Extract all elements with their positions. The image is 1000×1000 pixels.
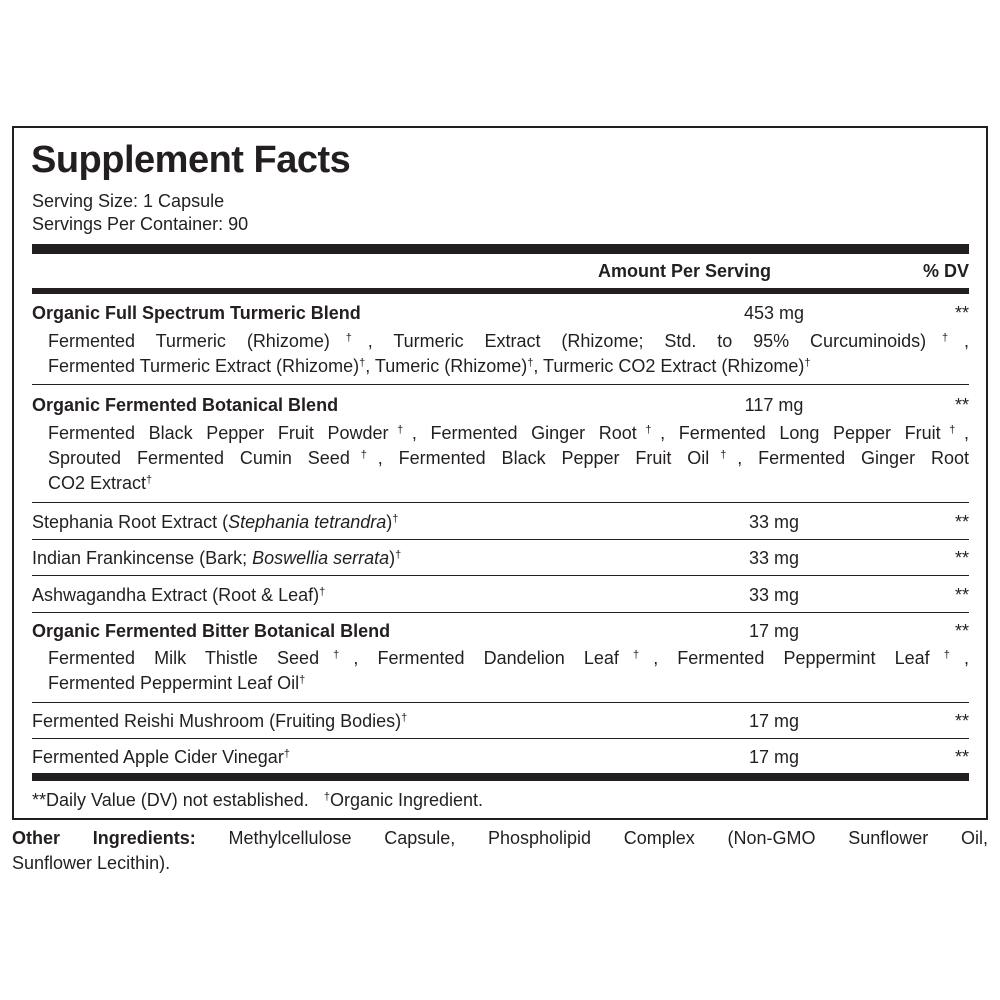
blend-line: Fermented Black Pepper Fruit Powder†, Fermented Ginger Root†, Fermented Long Pepper Fruit†,: [48, 423, 969, 443]
row-divider: [32, 539, 969, 540]
header-amount-per-serving: Amount Per Serving: [598, 261, 772, 281]
ingredient-name: Indian Frankincense (Bark; Boswellia serrata)†: [32, 548, 402, 568]
ingredient-amount: 117 mg: [744, 395, 804, 415]
blend-line: Fermented Peppermint Leaf Oil†: [48, 673, 306, 693]
thick-divider-top: [32, 244, 969, 254]
ingredient-name: Organic Fermented Bitter Botanical Blend: [32, 621, 391, 641]
ingredient-amount: 17 mg: [748, 711, 800, 731]
header-dv: % DV: [922, 261, 969, 281]
thick-divider-header: [32, 288, 969, 294]
organic-footnote: Organic Ingredient.: [329, 790, 484, 810]
other-ingredients-line: Sunflower Lecithin).: [12, 853, 171, 873]
row-divider: [32, 702, 969, 703]
serving-size: Serving Size: 1 Capsule: [32, 191, 225, 211]
ingredient-dv: **: [954, 303, 969, 323]
blend-line: Sprouted Fermented Cumin Seed†, Fermented Black Pepper Fruit Oil†, Fermented Ginger Root: [48, 448, 969, 468]
ingredient-name: Organic Fermented Botanical Blend: [32, 395, 339, 415]
panel-title: Supplement Facts: [31, 139, 351, 181]
ingredient-amount: 33 mg: [748, 585, 800, 605]
ingredient-dv: **: [954, 747, 969, 767]
ingredient-amount: 453 mg: [743, 303, 805, 323]
ingredient-dv: **: [954, 585, 969, 605]
ingredient-name: Organic Full Spectrum Turmeric Blend: [32, 303, 361, 323]
blend-components: [48, 646, 969, 696]
supplement-facts-panel: [12, 126, 988, 820]
other-ingredients-line: Other Ingredients: Methylcellulose Capsule, Phospholipid Complex (Non-GMO Sunflower Oil,: [12, 828, 988, 848]
row-divider: [32, 384, 969, 385]
ingredient-dv: **: [954, 395, 969, 415]
ingredient-dv: **: [954, 711, 969, 731]
ingredient-amount: 17 mg: [748, 621, 800, 641]
ingredient-amount: 33 mg: [748, 548, 800, 568]
blend-line: Fermented Turmeric Extract (Rhizome)†, Tumeric (Rhizome)†, Turmeric CO2 Extract (Rhizome)†: [48, 356, 811, 376]
ingredient-name: Fermented Apple Cider Vinegar†: [32, 747, 290, 767]
row-divider: [32, 738, 969, 739]
ingredient-amount: 33 mg: [748, 512, 800, 532]
row-divider: [32, 502, 969, 503]
ingredient-dv: **: [954, 621, 969, 641]
ingredient-amount: 17 mg: [748, 747, 800, 767]
blend-components: [48, 421, 969, 496]
ingredient-name: Ashwagandha Extract (Root & Leaf)†: [32, 585, 326, 605]
row-divider: [32, 575, 969, 576]
footnote: **Daily Value (DV) not established. †Organic Ingredient.: [32, 790, 484, 810]
ingredient-name: Stephania Root Extract (Stephania tetrandra)†: [32, 512, 399, 532]
ingredient-dv: **: [954, 548, 969, 568]
blend-components: [48, 329, 969, 379]
ingredient-name: Fermented Reishi Mushroom (Fruiting Bodies)†: [32, 711, 408, 731]
blend-line: CO2 Extract†: [48, 473, 153, 493]
servings-per-container: Servings Per Container: 90: [32, 214, 249, 234]
dv-footnote: **Daily Value (DV) not established.: [32, 790, 309, 810]
thick-divider-bottom: [32, 773, 969, 781]
blend-line: Fermented Turmeric (Rhizome)†, Turmeric Extract (Rhizome; Std. to 95% Curcuminoids)†,: [48, 331, 970, 351]
ingredient-dv: **: [954, 512, 969, 532]
row-divider: [32, 612, 969, 613]
blend-line: Fermented Milk Thistle Seed†, Fermented Dandelion Leaf†, Fermented Peppermint Leaf†,: [48, 648, 969, 668]
other-ingredients-label: Other Ingredients:: [12, 828, 196, 848]
other-ingredients: [12, 826, 988, 876]
